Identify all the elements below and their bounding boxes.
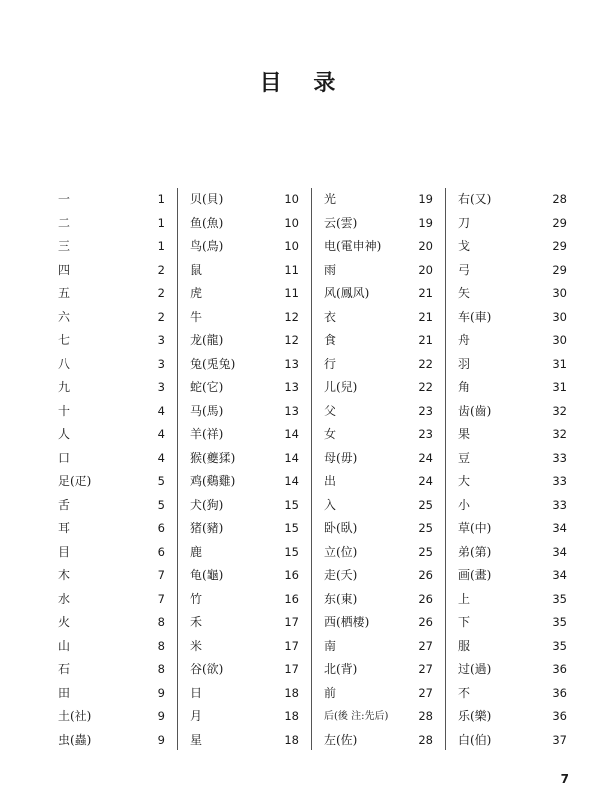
toc-entry-page: 12: [284, 309, 299, 324]
toc-entry-title: 豆: [458, 450, 471, 465]
toc-entry: [324, 494, 433, 518]
toc-entry-page: 28: [418, 732, 433, 747]
toc-entry: [324, 188, 433, 212]
toc-entry-page: 13: [284, 380, 299, 394]
toc-entry: [458, 541, 567, 565]
toc-entry: [58, 235, 165, 259]
toc-entry-title: 西(栖棲): [324, 615, 370, 629]
toc-entry-title: 鸡(鷄雞): [190, 474, 236, 488]
toc-entry-title: 后(後 注:先后): [324, 711, 389, 722]
toc-entry-title: 刀: [458, 215, 471, 230]
toc-entry-page: 13: [284, 356, 299, 371]
toc-entry-title: 舌: [58, 497, 71, 512]
toc-entry: [458, 729, 567, 753]
toc-entry-page: 25: [418, 544, 433, 559]
toc-entry-page: 16: [284, 568, 299, 582]
toc-entry-title: 风(鳳风): [324, 286, 370, 300]
toc-entry-page: 18: [284, 709, 299, 723]
toc-entry-title: 角: [458, 380, 471, 394]
toc-entry-title: 牛: [190, 309, 203, 324]
toc-entry: [190, 658, 299, 682]
toc-entry: [190, 423, 299, 447]
toc-entry-page: 17: [284, 638, 299, 653]
toc-entry: [58, 541, 165, 565]
toc-entry: [58, 423, 165, 447]
page-title: 目 录: [259, 71, 348, 96]
toc-entry-title: 月: [190, 709, 203, 723]
toc-entry-title: 马(馬): [190, 403, 224, 418]
toc-entry-title: 小: [458, 497, 471, 512]
toc-entry: [58, 494, 165, 518]
toc-entry-title: 羽: [458, 356, 471, 371]
toc-entry: [324, 423, 433, 447]
toc-entry: [458, 517, 567, 541]
toc-entry: [458, 376, 567, 400]
toc-entry: [190, 329, 299, 353]
toc-entry-page: 8: [157, 662, 165, 676]
toc-entry-title: 右(又): [458, 192, 492, 206]
toc-entry-title: 日: [190, 685, 203, 700]
toc-entry-title: 虎: [190, 286, 203, 300]
toc-entry-page: 35: [552, 615, 567, 629]
toc-entry-page: 29: [552, 262, 567, 277]
toc-entry-page: 4: [157, 450, 165, 465]
toc-entry: [190, 353, 299, 377]
toc-entry-page: 1: [157, 215, 165, 230]
toc-entry-title: 火: [58, 615, 71, 629]
toc-entry: [190, 188, 299, 212]
toc-entry-title: 十: [58, 403, 71, 418]
toc-entry-page: 6: [157, 521, 165, 535]
toc-entry: [458, 282, 567, 306]
toc-entry-title: 出: [324, 474, 337, 488]
toc-entry-title: 车(車): [458, 309, 492, 324]
toc-entry-page: 4: [157, 427, 165, 441]
toc-entry-page: 21: [418, 286, 433, 300]
toc-entry: [324, 282, 433, 306]
toc-entry-title: 八: [58, 356, 71, 371]
toc-entry-page: 26: [418, 591, 433, 606]
toc-entry-title: 卧(臥): [324, 521, 358, 535]
toc-entry-page: 26: [418, 568, 433, 582]
toc-entry-title: 光: [324, 192, 337, 206]
column-divider: [445, 188, 446, 750]
toc-entry: [190, 306, 299, 330]
toc-entry: [58, 306, 165, 330]
toc-entry-title: 女: [324, 427, 337, 441]
toc-entry-title: 大: [458, 474, 471, 488]
toc-entry-title: 星: [190, 732, 203, 747]
toc-entry-title: 果: [458, 427, 471, 441]
toc-entry-page: 22: [418, 356, 433, 371]
toc-entry-title: 画(畫): [458, 568, 492, 582]
toc-entry: [324, 564, 433, 588]
toc-entry-page: 3: [157, 333, 165, 347]
toc-entry-title: 衣: [324, 309, 337, 324]
toc-entry: [58, 353, 165, 377]
toc-entry: [58, 400, 165, 424]
toc-entry: [324, 682, 433, 706]
toc-entry-page: 29: [552, 239, 567, 253]
toc-entry-title: 贝(貝): [190, 192, 224, 206]
toc-entry: [458, 635, 567, 659]
toc-entry-title: 北(背): [324, 662, 358, 676]
toc-entry-page: 25: [418, 497, 433, 512]
toc-entry-title: 立(位): [324, 544, 358, 559]
toc-entry-page: 27: [418, 638, 433, 653]
toc-entry-page: 10: [284, 239, 299, 253]
toc-entry: [58, 564, 165, 588]
toc-entry-page: 34: [552, 544, 567, 559]
toc-entry-title: 父: [324, 403, 337, 418]
toc-entry-title: 齿(齒): [458, 403, 492, 418]
toc-entry: [458, 400, 567, 424]
toc-entry-title: 鸟(鳥): [190, 239, 224, 253]
toc-entry-title: 七: [58, 333, 71, 347]
toc-entry-title: 虫(蟲): [58, 732, 92, 747]
toc-entry: [58, 376, 165, 400]
toc-entry-page: 9: [157, 709, 165, 723]
toc-entry-title: 草(中): [458, 521, 492, 535]
toc-entry-title: 羊(祥): [190, 427, 224, 441]
toc-entry-title: 一: [58, 192, 71, 206]
toc-entry-title: 食: [324, 333, 337, 347]
toc-entry: [458, 329, 567, 353]
toc-entry-title: 上: [458, 591, 471, 606]
toc-entry: [58, 212, 165, 236]
toc-entry: [458, 306, 567, 330]
toc-entry: [324, 729, 433, 753]
toc-entry-title: 鱼(魚): [190, 215, 224, 230]
toc-entry: [190, 517, 299, 541]
toc-entry-title: 弟(第): [458, 544, 492, 559]
toc-entry: [324, 306, 433, 330]
toc-entry-page: 15: [284, 497, 299, 512]
toc-entry-title: 鼠: [190, 262, 203, 277]
toc-entry: [324, 705, 433, 729]
toc-entry-page: 30: [552, 286, 567, 300]
toc-entry-page: 10: [284, 215, 299, 230]
toc-entry-page: 1: [157, 192, 165, 206]
toc-entry-page: 16: [284, 591, 299, 606]
toc-entry-title: 入: [324, 497, 337, 512]
toc-entry: [58, 259, 165, 283]
toc-entry-title: 母(毋): [324, 450, 358, 465]
toc-entry-page: 36: [552, 709, 567, 723]
toc-entry: [458, 423, 567, 447]
toc-entry-title: 石: [58, 662, 71, 676]
toc-entry-title: 竹: [190, 591, 203, 606]
toc-entry: [458, 470, 567, 494]
toc-entry: [58, 658, 165, 682]
toc-entry-page: 23: [418, 403, 433, 418]
toc-entry-title: 东(東): [324, 591, 358, 606]
toc-entry-page: 14: [284, 450, 299, 465]
toc-entry-page: 19: [418, 192, 433, 206]
toc-entry-page: 32: [552, 427, 567, 441]
toc-entry-page: 11: [284, 286, 299, 300]
toc-entry-title: 云(雲): [324, 215, 358, 230]
toc-entry: [58, 611, 165, 635]
toc-entry-title: 龟(龜): [190, 568, 224, 582]
toc-entry-title: 耳: [58, 521, 71, 535]
toc-entry: [58, 329, 165, 353]
toc-entry-title: 电(電申神): [324, 239, 382, 253]
toc-entry-title: 雨: [324, 262, 337, 277]
toc-entry-title: 四: [58, 262, 71, 277]
toc-entry-page: 24: [418, 450, 433, 465]
toc-entry-page: 31: [552, 380, 567, 394]
toc-entry-title: 人: [58, 427, 71, 441]
table-of-contents: [0, 188, 595, 748]
toc-entry: [190, 705, 299, 729]
toc-entry: [324, 353, 433, 377]
toc-entry: [190, 611, 299, 635]
toc-entry-page: 9: [157, 732, 165, 747]
toc-entry-page: 24: [418, 474, 433, 488]
toc-entry-title: 谷(欲): [190, 662, 224, 676]
toc-entry: [190, 400, 299, 424]
toc-entry-page: 2: [157, 262, 165, 277]
toc-entry: [324, 259, 433, 283]
toc-entry-title: 猴(夔猱): [190, 450, 236, 465]
toc-entry-page: 27: [418, 662, 433, 676]
toc-entry: [324, 517, 433, 541]
toc-entry-title: 儿(兒): [324, 380, 358, 394]
toc-entry-page: 5: [157, 497, 165, 512]
toc-entry-title: 前: [324, 685, 337, 700]
toc-entry-page: 34: [552, 568, 567, 582]
toc-entry-title: 行: [324, 356, 337, 371]
toc-entry-title: 九: [58, 380, 71, 394]
toc-entry-page: 7: [157, 591, 165, 606]
toc-entry-title: 二: [58, 215, 71, 230]
toc-entry-page: 26: [418, 615, 433, 629]
toc-entry: [324, 658, 433, 682]
toc-entry: [190, 588, 299, 612]
toc-entry: [458, 705, 567, 729]
toc-entry-page: 3: [157, 380, 165, 394]
toc-entry-page: 32: [552, 403, 567, 418]
toc-entry-title: 口: [58, 450, 71, 465]
toc-entry: [324, 447, 433, 471]
toc-entry-title: 山: [58, 638, 71, 653]
toc-entry: [58, 682, 165, 706]
toc-entry-title: 木: [58, 568, 71, 582]
toc-entry: [458, 564, 567, 588]
column-divider: [177, 188, 178, 750]
toc-entry: [458, 588, 567, 612]
toc-entry-title: 舟: [458, 333, 471, 347]
toc-entry: [190, 541, 299, 565]
toc-entry-page: 9: [157, 685, 165, 700]
toc-entry-page: 14: [284, 427, 299, 441]
toc-entry: [324, 611, 433, 635]
toc-entry-title: 土(社): [58, 709, 92, 723]
toc-entry-title: 足(疋): [58, 474, 92, 488]
toc-entry-title: 南: [324, 638, 337, 653]
toc-entry-title: 走(夭): [324, 568, 358, 582]
column-divider: [311, 188, 312, 750]
toc-entry: [458, 259, 567, 283]
toc-entry-title: 不: [458, 685, 471, 700]
toc-entry-title: 龙(龍): [190, 333, 224, 347]
toc-entry: [458, 494, 567, 518]
toc-entry-page: 2: [157, 309, 165, 324]
toc-entry-title: 禾: [190, 615, 203, 629]
toc-entry: [324, 400, 433, 424]
toc-entry: [190, 376, 299, 400]
toc-entry: [58, 447, 165, 471]
toc-entry-title: 服: [458, 638, 471, 653]
toc-entry-title: 水: [58, 591, 71, 606]
toc-entry: [58, 705, 165, 729]
toc-entry-title: 田: [58, 685, 71, 700]
toc-entry-title: 目: [58, 544, 71, 559]
toc-entry-page: 15: [284, 521, 299, 535]
toc-entry-page: 6: [157, 544, 165, 559]
toc-entry-page: 8: [157, 615, 165, 629]
toc-entry: [190, 682, 299, 706]
toc-entry-title: 蛇(它): [190, 380, 224, 394]
toc-entry-page: 20: [418, 262, 433, 277]
toc-entry: [324, 329, 433, 353]
toc-entry-title: 兔(兎兔): [190, 356, 236, 371]
toc-entry-title: 乐(樂): [458, 709, 492, 723]
toc-entry-page: 33: [552, 497, 567, 512]
toc-entry-page: 27: [418, 685, 433, 700]
toc-entry-title: 五: [58, 286, 71, 300]
toc-entry: [190, 259, 299, 283]
toc-entry: [58, 588, 165, 612]
toc-column-1: [58, 188, 165, 748]
toc-entry-page: 33: [552, 450, 567, 465]
toc-entry-title: 猪(豬): [190, 521, 224, 535]
toc-entry: [458, 353, 567, 377]
toc-entry: [58, 517, 165, 541]
toc-entry: [458, 658, 567, 682]
toc-entry: [458, 212, 567, 236]
toc-entry: [190, 729, 299, 753]
toc-entry-page: 2: [157, 286, 165, 300]
toc-entry-page: 4: [157, 403, 165, 418]
toc-entry-page: 18: [284, 732, 299, 747]
toc-entry-title: 鹿: [190, 544, 203, 559]
toc-entry: [190, 447, 299, 471]
toc-entry-title: 下: [458, 615, 471, 629]
toc-entry-page: 21: [418, 333, 433, 347]
toc-entry: [58, 635, 165, 659]
toc-entry-page: 34: [552, 521, 567, 535]
toc-entry-page: 14: [284, 474, 299, 488]
toc-entry: [458, 447, 567, 471]
toc-entry-page: 7: [157, 568, 165, 582]
toc-entry: [324, 588, 433, 612]
toc-entry-page: 18: [284, 685, 299, 700]
toc-entry-page: 11: [284, 262, 299, 277]
toc-entry-page: 23: [418, 427, 433, 441]
toc-entry-page: 36: [552, 662, 567, 676]
toc-column-3: [324, 188, 433, 748]
toc-entry-title: 白(伯): [458, 732, 492, 747]
toc-entry: [58, 729, 165, 753]
toc-entry-page: 33: [552, 474, 567, 488]
toc-entry-page: 36: [552, 685, 567, 700]
toc-entry-page: 25: [418, 521, 433, 535]
toc-entry-page: 20: [418, 239, 433, 253]
toc-entry-title: 米: [190, 638, 203, 653]
toc-entry-page: 12: [284, 333, 299, 347]
toc-entry: [324, 470, 433, 494]
toc-entry: [58, 188, 165, 212]
toc-entry: [324, 541, 433, 565]
toc-entry-page: 13: [284, 403, 299, 418]
toc-entry-page: 17: [284, 615, 299, 629]
toc-entry-title: 戈: [458, 239, 471, 253]
toc-entry-page: 28: [418, 709, 433, 723]
toc-entry-page: 5: [157, 474, 165, 488]
toc-entry-page: 35: [552, 591, 567, 606]
toc-entry: [458, 611, 567, 635]
toc-entry-page: 10: [284, 192, 299, 206]
toc-entry: [58, 282, 165, 306]
toc-entry: [58, 470, 165, 494]
toc-entry-title: 左(佐): [324, 732, 358, 747]
toc-entry: [458, 188, 567, 212]
toc-entry: [324, 235, 433, 259]
toc-entry-page: 37: [552, 732, 567, 747]
toc-entry-page: 31: [552, 356, 567, 371]
toc-entry-title: 六: [58, 309, 71, 324]
toc-entry: [458, 235, 567, 259]
toc-entry-page: 35: [552, 638, 567, 653]
toc-entry-page: 28: [552, 192, 567, 206]
toc-entry: [458, 682, 567, 706]
toc-entry: [190, 235, 299, 259]
toc-entry-page: 21: [418, 309, 433, 324]
toc-entry-page: 29: [552, 215, 567, 230]
toc-entry-title: 矢: [458, 286, 471, 300]
toc-entry-title: 犬(狗): [190, 497, 224, 512]
toc-entry: [190, 564, 299, 588]
toc-entry-page: 19: [418, 215, 433, 230]
toc-entry: [190, 282, 299, 306]
toc-entry-page: 8: [157, 638, 165, 653]
toc-entry-page: 22: [418, 380, 433, 394]
toc-entry-title: 弓: [458, 262, 471, 277]
toc-entry: [190, 212, 299, 236]
toc-entry-page: 1: [157, 239, 165, 253]
toc-entry: [324, 376, 433, 400]
toc-entry-page: 17: [284, 662, 299, 676]
toc-entry-page: 30: [552, 333, 567, 347]
toc-entry: [190, 494, 299, 518]
toc-column-2: [190, 188, 299, 748]
toc-entry-page: 30: [552, 309, 567, 324]
toc-entry: [190, 635, 299, 659]
toc-entry-title: 过(過): [458, 662, 492, 676]
toc-entry: [190, 470, 299, 494]
toc-entry-page: 15: [284, 544, 299, 559]
toc-entry-page: 3: [157, 356, 165, 371]
toc-entry-title: 三: [58, 239, 71, 253]
toc-entry: [324, 212, 433, 236]
toc-entry: [324, 635, 433, 659]
page-number: 7: [560, 772, 569, 786]
toc-column-4: [458, 188, 567, 748]
